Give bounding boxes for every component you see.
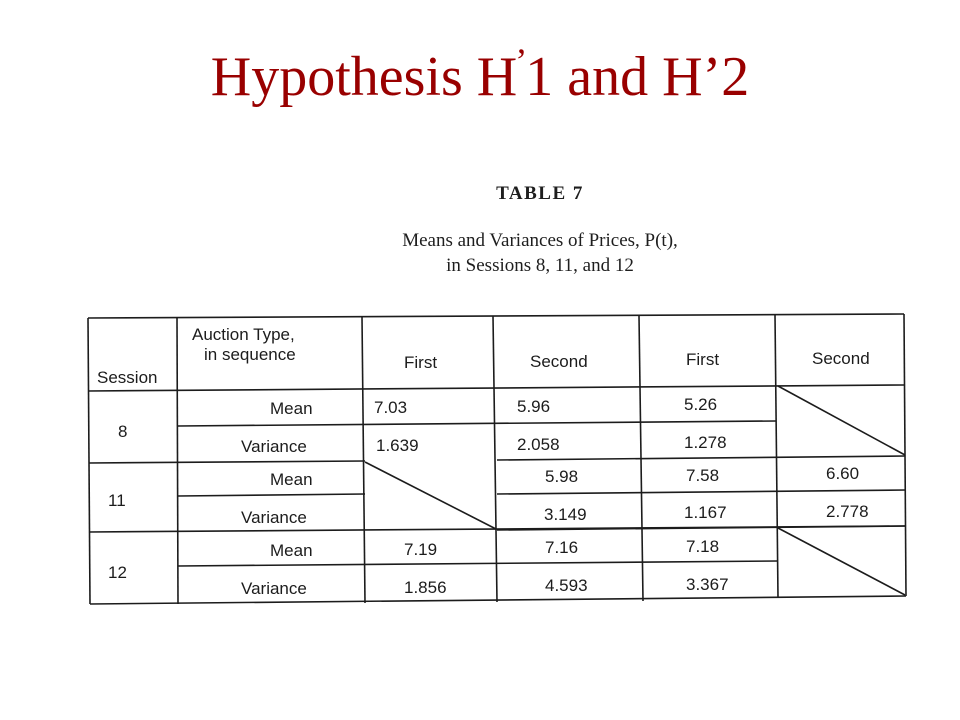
session-8-label: 8: [118, 422, 128, 441]
cell-11-variance-first-2: 1.167: [684, 503, 727, 522]
cell-11-variance-second-2: 2.778: [826, 502, 869, 521]
row-label-mean: Mean: [270, 541, 313, 560]
cell-11-variance-second: 3.149: [544, 505, 587, 524]
cell-12-mean-first-2: 7.18: [686, 537, 720, 556]
title-rest: 1 and H’2: [525, 46, 750, 108]
header-col2: Second: [530, 352, 588, 371]
cell-11-mean-second-2: 6.60: [826, 464, 860, 483]
row-label-variance: Variance: [241, 508, 307, 527]
table-subtitle-line2: in Sessions 8, 11, and 12: [446, 255, 634, 276]
session-12-label: 12: [108, 563, 127, 582]
cell-8-variance-first: 1.639: [376, 436, 419, 455]
header-col4: Second: [812, 349, 870, 368]
table-label: TABLE 7: [496, 183, 584, 204]
row-label-variance: Variance: [241, 579, 307, 598]
cell-12-variance-first-2: 3.367: [686, 575, 729, 594]
title-prefix: Hypothesis H: [210, 46, 518, 108]
row-label-mean: Mean: [270, 470, 313, 489]
cell-12-variance-second: 4.593: [545, 576, 588, 595]
cell-8-mean-second: 5.96: [517, 397, 551, 416]
cell-8-variance-first-2: 1.278: [684, 433, 727, 452]
header-col1: First: [404, 353, 438, 372]
cell-8-mean-first-2: 5.26: [684, 395, 718, 414]
session-11-label: 11: [108, 491, 126, 510]
header-auction-type-line2: in sequence: [204, 345, 296, 364]
header-session: Session: [97, 368, 158, 387]
cell-8-mean-first: 7.03: [374, 398, 408, 417]
title-prime: ’: [515, 41, 528, 81]
cell-11-mean-second: 5.98: [545, 467, 579, 486]
cell-12-variance-first: 1.856: [404, 578, 447, 597]
cell-8-variance-second: 2.058: [517, 435, 560, 454]
table-subtitle-line1: Means and Variances of Prices, P(t),: [402, 230, 678, 251]
row-label-mean: Mean: [270, 399, 313, 418]
cell-11-mean-first-2: 7.58: [686, 466, 720, 485]
cell-12-mean-first: 7.19: [404, 540, 438, 559]
header-col3: First: [686, 350, 720, 369]
cell-12-mean-second: 7.16: [545, 538, 579, 557]
header-auction-type-line1: Auction Type,: [192, 325, 295, 344]
row-label-variance: Variance: [241, 437, 307, 456]
